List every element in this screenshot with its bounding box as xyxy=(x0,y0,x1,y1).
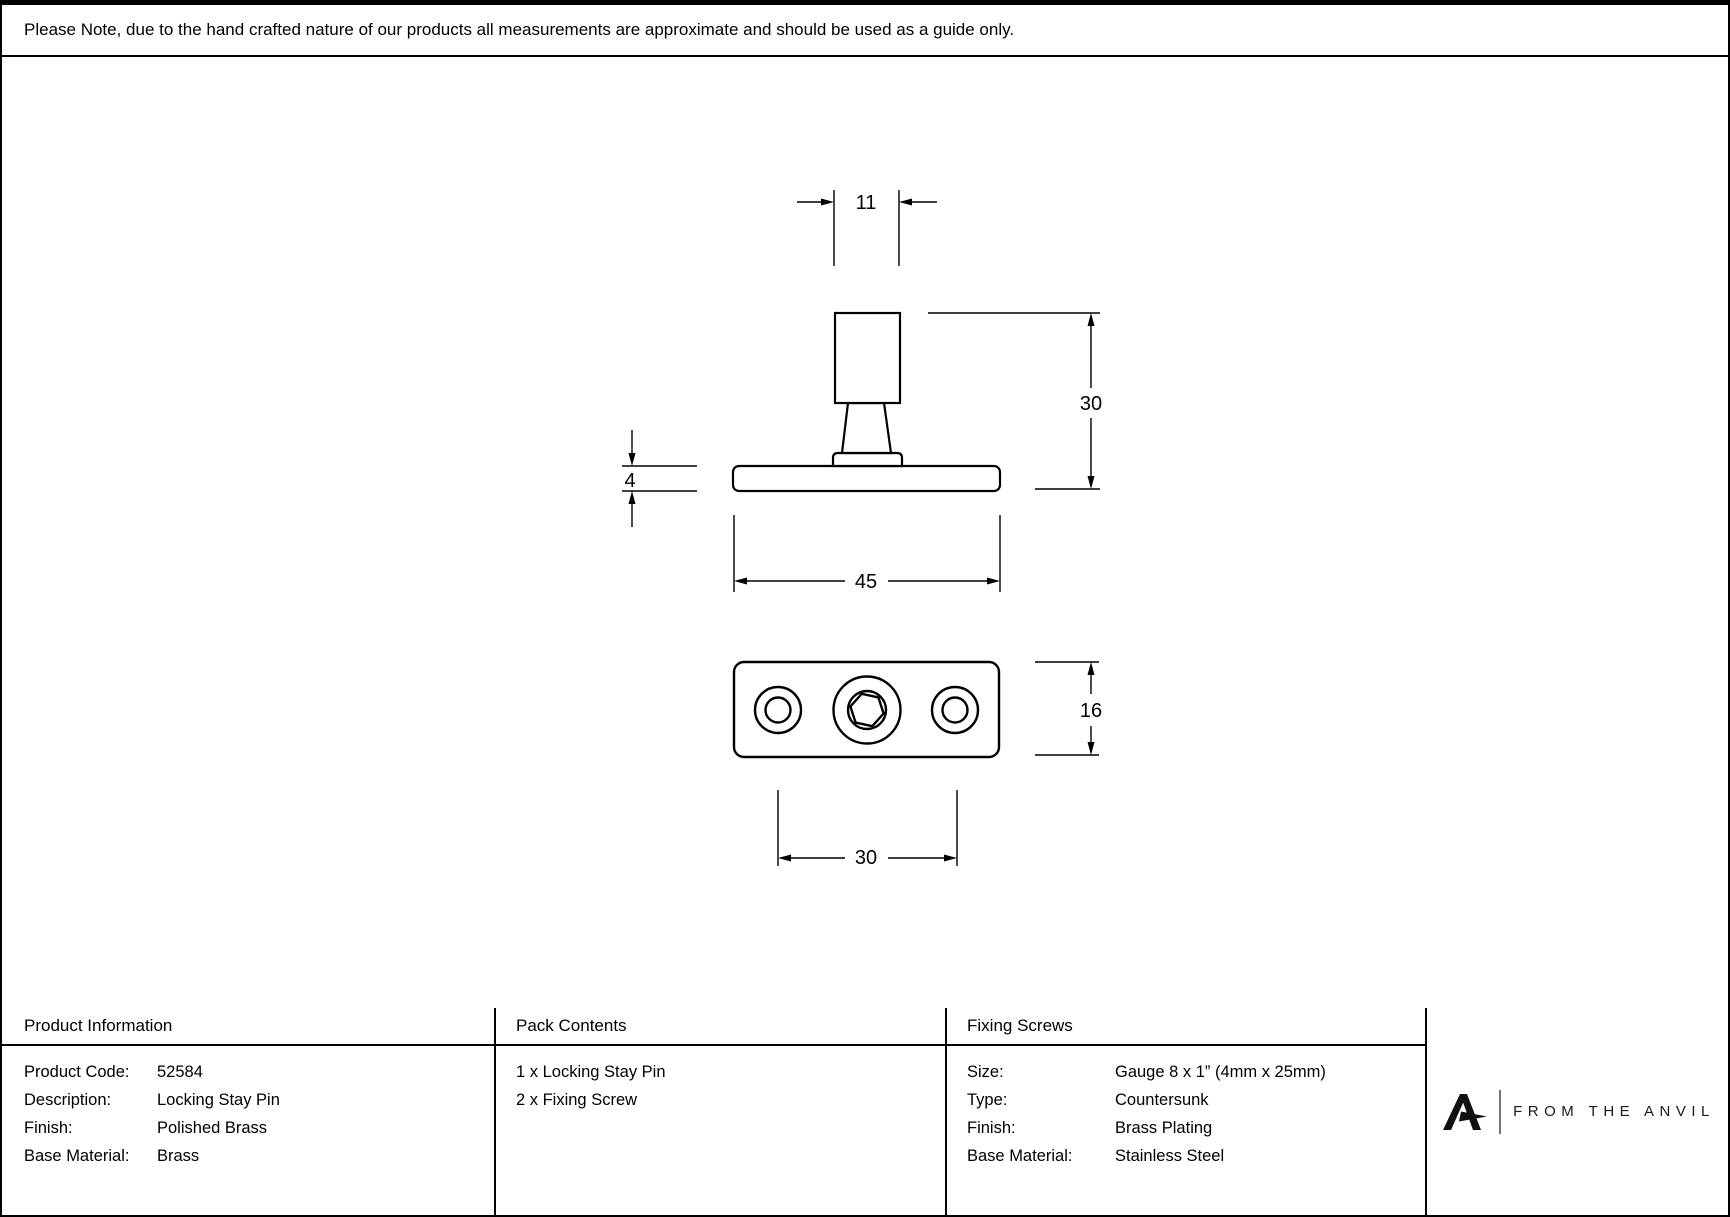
arrowhead xyxy=(1088,662,1095,675)
row-value: Polished Brass xyxy=(157,1118,268,1137)
dim-label-hole-spacing: 30 xyxy=(854,847,878,869)
arrowhead xyxy=(987,578,1000,585)
arrowhead xyxy=(734,578,747,585)
pack-contents-header xyxy=(494,1008,945,1046)
anvil-a-icon xyxy=(1440,1093,1488,1131)
row-label: Base Material: xyxy=(24,1146,130,1165)
measurement-note xyxy=(2,2,1728,57)
dim-label-plate-length: 45 xyxy=(854,571,878,593)
arrowhead xyxy=(629,453,636,466)
table-row xyxy=(24,1086,494,1114)
logo-divider xyxy=(1499,1090,1501,1134)
base-plate-outline xyxy=(733,466,1000,491)
header-label: Product Information xyxy=(24,1016,173,1035)
table-row xyxy=(967,1114,1425,1142)
arrowhead xyxy=(1088,742,1095,755)
dim-label-plate-width: 16 xyxy=(1079,700,1103,722)
fixing-screws-header xyxy=(945,1008,1425,1046)
row-label: Type: xyxy=(967,1090,1008,1109)
arrowhead xyxy=(778,855,791,862)
side-view xyxy=(733,313,1000,491)
shaft-outline xyxy=(842,403,891,453)
note-text: Please Note, due to the hand crafted nature of our products all measurements are approximate and should be used as a guide only. xyxy=(24,20,1015,39)
row-label: Base Material: xyxy=(967,1146,1073,1165)
brand-cell xyxy=(1425,1008,1728,1215)
arrowhead xyxy=(629,491,636,504)
dim-label-plate-thickness: 4 xyxy=(624,470,636,492)
row-label: Size: xyxy=(967,1062,1004,1081)
row-value: Gauge 8 x 1” (4mm x 25mm) xyxy=(1115,1062,1326,1081)
list-item xyxy=(516,1086,945,1114)
row-label: Finish: xyxy=(967,1118,1016,1137)
collar-outline xyxy=(833,453,902,466)
row-value: Brass Plating xyxy=(1115,1118,1213,1137)
screw-hole-right-inner xyxy=(943,698,968,723)
table-row xyxy=(967,1058,1425,1086)
brand-name: FROM THE ANVIL xyxy=(1513,1103,1715,1120)
brand-logo xyxy=(1440,1090,1715,1134)
product-information-cell xyxy=(2,1046,494,1215)
arrowhead xyxy=(899,199,912,206)
row-value: Stainless Steel xyxy=(1115,1146,1225,1165)
arrowhead xyxy=(1088,313,1095,326)
row-value: Brass xyxy=(157,1146,200,1165)
header-label: Fixing Screws xyxy=(967,1016,1073,1035)
dim-label-overall-height: 30 xyxy=(1079,393,1103,415)
pack-item: 2 x Fixing Screw xyxy=(516,1090,638,1109)
pack-item: 1 x Locking Stay Pin xyxy=(516,1062,666,1081)
dim-label-pin-width: 11 xyxy=(855,192,877,214)
arrowhead xyxy=(1088,476,1095,489)
table-row xyxy=(967,1142,1425,1170)
dim-overall-height xyxy=(928,313,1103,489)
table-row xyxy=(967,1086,1425,1114)
row-value: 52584 xyxy=(157,1062,203,1081)
header-label: Pack Contents xyxy=(516,1016,627,1035)
fixing-screws-cell xyxy=(945,1046,1425,1215)
table-row xyxy=(24,1114,494,1142)
arrowhead xyxy=(944,855,957,862)
table-row xyxy=(24,1058,494,1086)
table-row xyxy=(24,1142,494,1170)
screw-hole-left-inner xyxy=(766,698,791,723)
row-label: Product Code: xyxy=(24,1062,130,1081)
row-value: Countersunk xyxy=(1115,1090,1209,1109)
list-item xyxy=(516,1058,945,1086)
technical-drawing xyxy=(2,2,1728,953)
bottom-view xyxy=(734,662,999,757)
product-information-header xyxy=(2,1008,494,1046)
arrowhead xyxy=(821,199,834,206)
row-value: Locking Stay Pin xyxy=(157,1090,280,1109)
row-label: Finish: xyxy=(24,1118,73,1137)
row-label: Description: xyxy=(24,1090,112,1109)
pin-outline xyxy=(835,313,900,403)
pack-contents-cell xyxy=(494,1046,945,1215)
